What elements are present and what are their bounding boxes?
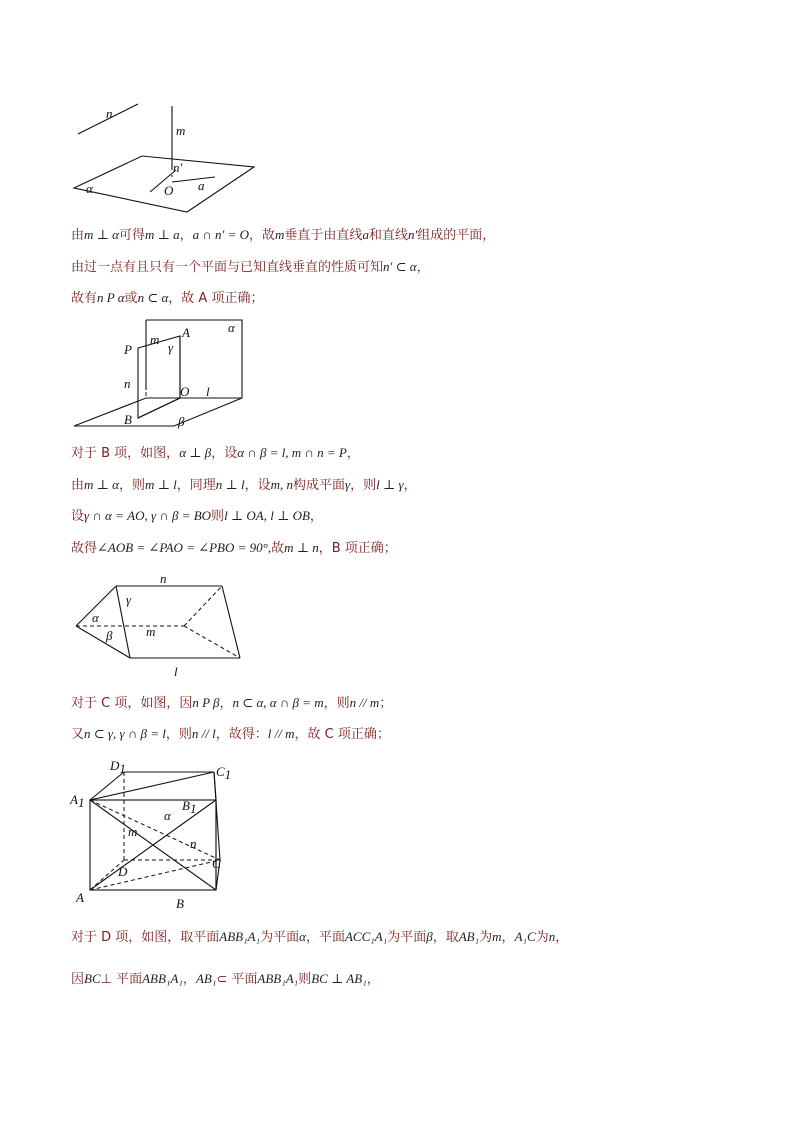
label-a: a — [198, 178, 205, 193]
line-6: 设γ ∩ α = AO, γ ∩ β = BO则l ⊥ OA, l ⊥ OB， — [71, 508, 323, 524]
figure-2 — [70, 314, 250, 432]
line-a — [172, 177, 215, 182]
label-m: m — [150, 332, 160, 347]
figure-1 — [70, 100, 260, 218]
label-alpha: α — [86, 181, 93, 196]
label-m: m — [146, 624, 156, 639]
label-beta: β — [106, 628, 113, 643]
label-n: n — [124, 376, 131, 391]
label-a1: A1 — [70, 792, 85, 810]
line-2: 由过一点有且只有一个平面与已知直线垂直的性质可知n′ ⊂ α， — [71, 259, 430, 275]
label-n: n — [106, 106, 113, 121]
label-c: C — [212, 856, 221, 871]
label-o: O — [164, 183, 174, 198]
label-beta: β — [178, 414, 185, 429]
edge-c1-c — [214, 772, 220, 860]
label-gamma: γ — [126, 592, 132, 607]
figure-3 — [70, 572, 250, 684]
line-9: 又n ⊂ γ, γ ∩ β = l，则n // l，故得：l // m，故 C 项正确； — [71, 726, 390, 742]
label-alpha: α — [92, 610, 99, 625]
line-1: 由m ⊥ α可得m ⊥ a，a ∩ n′ = O，故m垂直于由直线a和直线n′组成的平面， — [71, 227, 496, 243]
label-c1: C1 — [216, 764, 232, 782]
dashed-back-top — [184, 586, 222, 626]
line-7: 故得∠AOB = ∠PAO = ∠PBO = 90°,故m ⊥ n，B 项正确； — [71, 540, 397, 556]
line-8: 对于 C 项，如图，因n P β，n ⊂ α, α ∩ β = m，则n // m； — [71, 695, 393, 711]
label-nprime: n′ — [173, 160, 183, 175]
line-10: 对于 D 项，如图，取平面ABB₁A₁为平面α，平面ACC₁A₁为平面β，取AB₁为m，A₁C为n， — [71, 929, 569, 945]
line-4: 对于 B 项，如图，α ⊥ β，设α ∩ β = l, m ∩ n = P， — [71, 445, 360, 461]
line-3: 故有n P α或n ⊂ α，故 A 项正确； — [71, 290, 264, 306]
label-n: n — [190, 836, 197, 851]
label-alpha: α — [228, 320, 235, 335]
label-gamma: γ — [168, 340, 174, 355]
label-d1: D1 — [110, 758, 126, 776]
edge-right — [222, 586, 240, 658]
line-5: 由m ⊥ α，则m ⊥ l，同理n ⊥ l，设m, n构成平面γ，则l ⊥ γ， — [71, 477, 417, 493]
label-b1: B1 — [182, 798, 197, 816]
edge-bottom-left — [76, 626, 130, 658]
hidden-a1-c-n — [90, 800, 220, 860]
hidden-a-c — [90, 860, 220, 890]
dashed-back-bottom — [184, 626, 240, 658]
figure-4 — [66, 752, 246, 910]
label-m: m — [176, 123, 186, 138]
label-b: B — [176, 896, 184, 910]
line-bo — [138, 398, 180, 418]
label-m: m — [128, 824, 138, 839]
label-d: D — [118, 864, 128, 879]
label-a: A — [76, 890, 84, 905]
label-l: l — [206, 384, 210, 399]
label-p: P — [124, 342, 132, 357]
label-b: B — [124, 412, 132, 427]
plane-beta — [74, 398, 242, 426]
diag-a1-c1 — [90, 772, 214, 800]
label-l: l — [174, 664, 178, 679]
label-o: O — [180, 384, 190, 399]
label-n: n — [160, 572, 167, 586]
label-a: A — [182, 325, 190, 340]
line-11: 因BC⊥ 平面ABB₁A₁，AB₁⊂ 平面ABB₁A₁则BC ⊥ AB₁， — [71, 971, 380, 987]
label-alpha: α — [164, 808, 171, 823]
plane-gamma — [138, 336, 180, 418]
